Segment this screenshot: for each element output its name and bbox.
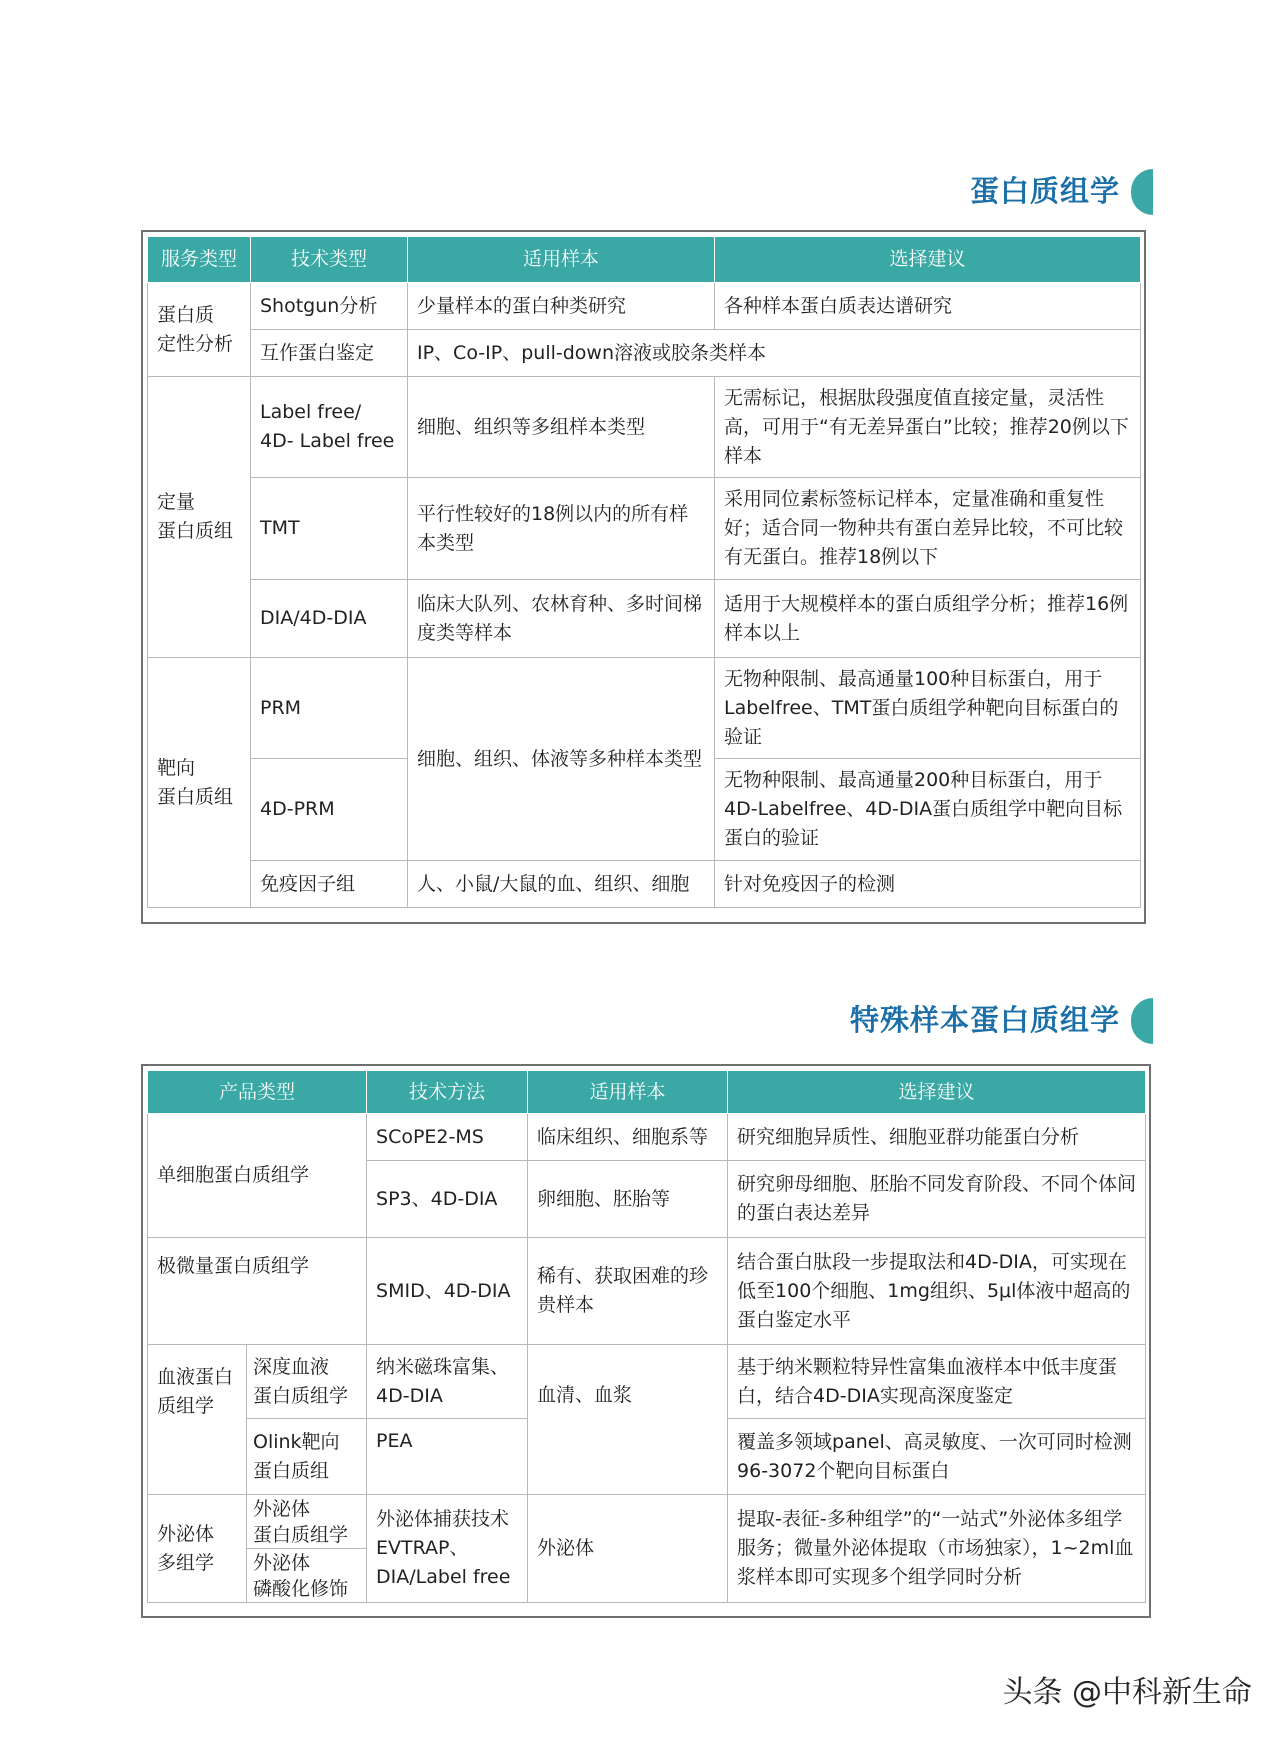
proteomics-table (147, 236, 1141, 908)
table-row (148, 861, 1141, 908)
table-row (148, 658, 1141, 759)
header-method: 技术方法 (367, 1071, 528, 1114)
group-targeted: 靶向 蛋白质组 (148, 658, 251, 908)
method-cell: SMID、4D-DIA (367, 1238, 528, 1345)
advice-cell: 研究细胞异质性、细胞亚群功能蛋白分析 (728, 1114, 1146, 1161)
table-header-row (148, 1071, 1146, 1114)
table-row (148, 1114, 1146, 1161)
advice-cell: 无物种限制、最高通量200种目标蛋白，用于4D-Labelfree、4D-DIA蛋白质组学中靶向目标蛋白的验证 (715, 759, 1141, 861)
subtype-cell: Olink靶向 蛋白质组 (247, 1419, 367, 1495)
table-header-row (148, 237, 1141, 283)
header-service-type: 服务类型 (148, 237, 251, 283)
group-qualitative: 蛋白质 定性分析 (148, 283, 251, 377)
advice-cell: 基于纳米颗粒特异性富集血液样本中低丰度蛋白，结合4D-DIA实现高深度鉴定 (728, 1345, 1146, 1419)
sample-cell: 平行性较好的18例以内的所有样本类型 (408, 478, 715, 580)
table-row (148, 580, 1141, 658)
sample-cell: 人、小鼠/大鼠的血、组织、细胞 (408, 861, 715, 908)
product-blood: 血液蛋白 质组学 (148, 1345, 247, 1495)
method-cell: SCoPE2-MS (367, 1114, 528, 1161)
advice-cell: 研究卵母细胞、胚胎不同发育阶段、不同个体间的蛋白表达差异 (728, 1161, 1146, 1238)
sample-cell: 细胞、组织等多组样本类型 (408, 377, 715, 478)
table-row (148, 478, 1141, 580)
section2-title: 特殊样本蛋白质组学 (849, 1003, 1120, 1037)
section2-tab-decoration (1131, 998, 1153, 1044)
advice-cell: 结合蛋白肽段一步提取法和4D-DIA，可实现在低至100个细胞、1mg组织、5μl体液中超高的蛋白鉴定水平 (728, 1238, 1146, 1345)
special-proteomics-table (147, 1070, 1146, 1603)
advice-cell: 覆盖多领域panel、高灵敏度、一次可同时检测96-3072个靶向目标蛋白 (728, 1419, 1146, 1495)
method-cell: 外泌体捕获技术 EVTRAP、 DIA/Label free (367, 1495, 528, 1603)
advice-cell: 适用于大规模样本的蛋白质组学分析；推荐16例样本以上 (715, 580, 1141, 658)
advice-cell: 各种样本蛋白质表达谱研究 (715, 283, 1141, 330)
tech-cell: PRM (251, 658, 408, 759)
method-cell: PEA (367, 1419, 528, 1495)
header-advice: 选择建议 (715, 237, 1141, 283)
advice-cell: 无物种限制、最高通量100种目标蛋白，用于Labelfree、TMT蛋白质组学种靶向目标蛋白的验证 (715, 658, 1141, 759)
header-tech-type: 技术类型 (251, 237, 408, 283)
advice-cell: 提取-表征-多种组学”的“一站式”外泌体多组学服务；微量外泌体提取（市场独家），1~2ml血浆样本即可实现多个组学同时分析 (728, 1495, 1146, 1603)
tech-cell: 互作蛋白鉴定 (251, 330, 408, 377)
sample-cell: 临床大队列、农林育种、多时间梯度类等样本 (408, 580, 715, 658)
sample-cell: 少量样本的蛋白种类研究 (408, 283, 715, 330)
method-cell: SP3、4D-DIA (367, 1161, 528, 1238)
method-cell: 纳米磁珠富集、 4D-DIA (367, 1345, 528, 1419)
advice-cell: 采用同位素标签标记样本，定量准确和重复性好；适合同一物种共有蛋白差异比较，不可比较有无蛋白。推荐18例以下 (715, 478, 1141, 580)
product-single-cell: 单细胞蛋白质组学 (148, 1114, 367, 1238)
table-row (148, 330, 1141, 377)
table-row (148, 1345, 1146, 1419)
sample-cell: 临床组织、细胞系等 (528, 1114, 728, 1161)
section1-tab-decoration (1131, 169, 1153, 215)
table-row (148, 377, 1141, 478)
sample-cell: 血清、血浆 (528, 1345, 728, 1495)
subtype-cell: 深度血液 蛋白质组学 (247, 1345, 367, 1419)
subtype-cell: 外泌体 磷酸化修饰 (247, 1549, 367, 1603)
tech-cell: 4D-PRM (251, 759, 408, 861)
table-row (148, 1495, 1146, 1549)
table-row (148, 283, 1141, 330)
sample-cell: 稀有、获取困难的珍贵样本 (528, 1238, 728, 1345)
header-sample: 适用样本 (408, 237, 715, 283)
watermark: 头条 @中科新生命 (1002, 1675, 1252, 1710)
table-row (148, 1238, 1146, 1345)
sample-cell: 细胞、组织、体液等多种样本类型 (408, 658, 715, 861)
header-advice: 选择建议 (728, 1071, 1146, 1114)
sample-cell: IP、Co-IP、pull-down溶液或胶条类样本 (408, 330, 1141, 377)
product-exosome: 外泌体 多组学 (148, 1495, 247, 1603)
header-sample: 适用样本 (528, 1071, 728, 1114)
header-product-type: 产品类型 (148, 1071, 367, 1114)
tech-cell: Shotgun分析 (251, 283, 408, 330)
section1-title: 蛋白质组学 (969, 174, 1120, 208)
product-micro: 极微量蛋白质组学 (148, 1238, 367, 1345)
tech-cell: TMT (251, 478, 408, 580)
sample-cell: 外泌体 (528, 1495, 728, 1603)
tech-cell: 免疫因子组 (251, 861, 408, 908)
advice-cell: 无需标记，根据肽段强度值直接定量，灵活性高，可用于“有无差异蛋白”比较；推荐20例以下样本 (715, 377, 1141, 478)
sample-cell: 卵细胞、胚胎等 (528, 1161, 728, 1238)
group-quantitative: 定量 蛋白质组 (148, 377, 251, 658)
advice-cell: 针对免疫因子的检测 (715, 861, 1141, 908)
tech-cell: Label free/ 4D- Label free (251, 377, 408, 478)
subtype-cell: 外泌体 蛋白质组学 (247, 1495, 367, 1549)
tech-cell: DIA/4D-DIA (251, 580, 408, 658)
